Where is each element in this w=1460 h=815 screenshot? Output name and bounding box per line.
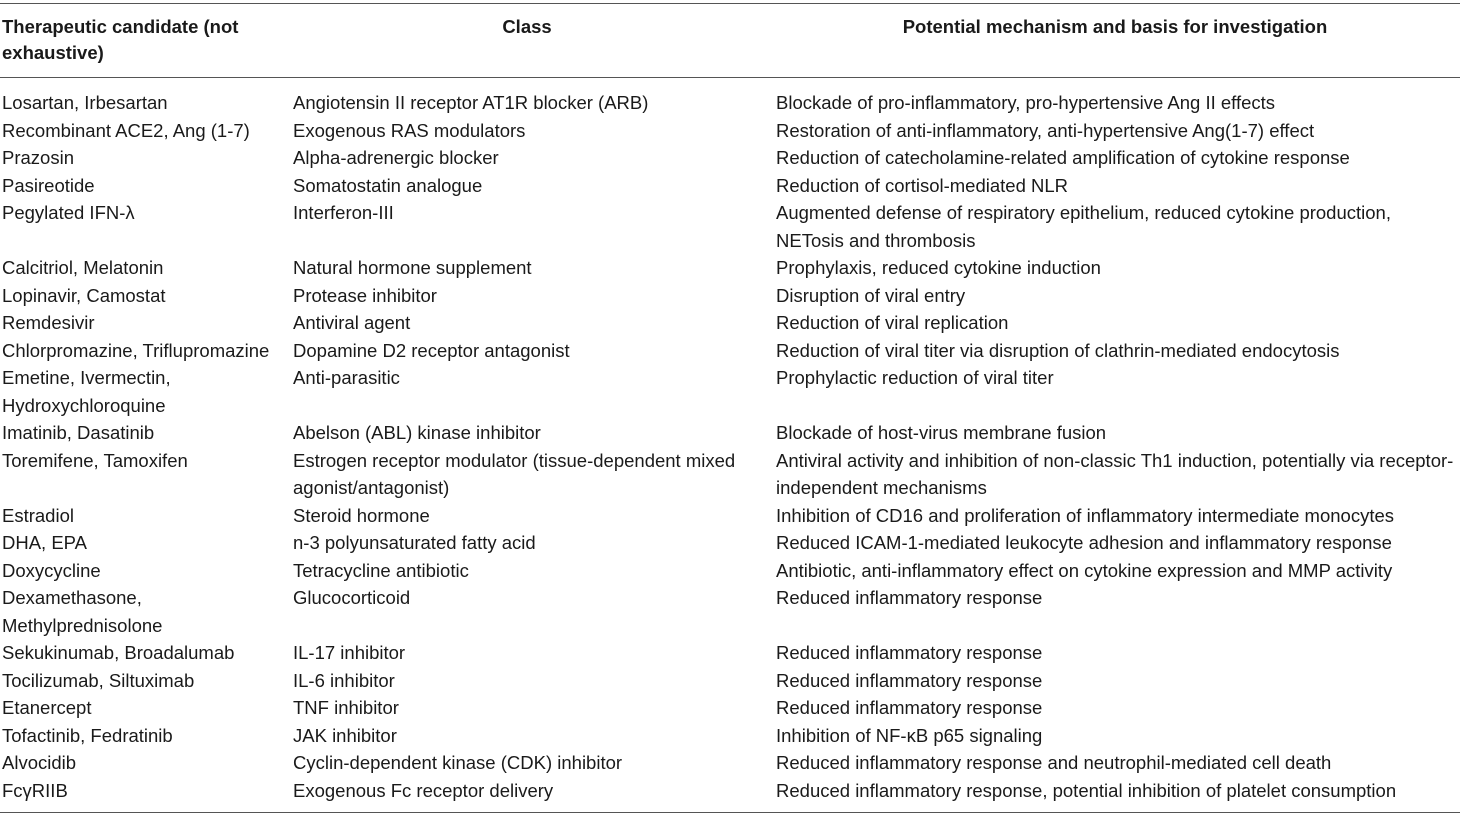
table-row [0,144,1460,172]
class-cell: Interferon-III [293,202,394,223]
class-cell: Steroid hormone [293,504,430,526]
table-row [0,199,1460,254]
class-cell: JAK inhibitor [293,724,397,746]
table-row [0,639,1460,667]
class-cell: Exogenous Fc receptor delivery [293,779,554,801]
candidate-cell: Pegylated IFN-λ [2,202,135,223]
table-row [0,529,1460,557]
table-row [0,557,1460,585]
candidate-cell: Sekukinumab, Broadalumab [2,642,235,663]
mechanism-cell: Restoration of anti-inflammatory, anti-hypertensive Ang(1-7) effect [776,119,1315,141]
mechanism-cell: Prophylaxis, reduced cytokine induction [776,257,1101,278]
class-cell: Natural hormone supplement [293,257,532,278]
class-cell: Anti-parasitic [293,367,400,388]
mechanism-cell: Reduced inflammatory response [776,587,1043,608]
mechanism-cell: Antiviral activity and inhibition of non-classic Th1 induction, potentially via receptor-independent mechanisms [776,449,1454,498]
candidate-cell: Losartan, Irbesartan [2,92,168,113]
table-row [0,309,1460,337]
candidate-cell: Estradiol [2,504,74,526]
class-cell: Antiviral agent [293,312,411,333]
mechanism-cell: Reduction of viral replication [776,312,1009,333]
mechanism-cell: Disruption of viral entry [776,284,966,306]
table-bottom-rule [0,812,1460,813]
class-cell: Abelson (ABL) kinase inhibitor [293,422,541,443]
header-bottom-rule [0,77,1460,78]
candidate-cell: Chlorpromazine, Triflupromazine [2,339,270,361]
mechanism-cell: Antibiotic, anti-inflammatory effect on cytokine expression and MMP activity [776,559,1393,581]
mechanism-cell: Inhibition of NF-κB p65 signaling [776,724,1043,746]
class-cell: Angiotensin II receptor AT1R blocker (ARB) [293,92,649,113]
table-row [0,419,1460,447]
candidate-cell: Calcitriol, Melatonin [2,257,164,278]
candidate-cell: Recombinant ACE2, Ang (1-7) [2,119,250,141]
mechanism-cell: Blockade of host-virus membrane fusion [776,422,1107,443]
class-cell: Somatostatin analogue [293,174,483,196]
candidate-cell: DHA, EPA [2,532,87,553]
mechanism-cell: Reduced inflammatory response and neutrophil-mediated cell death [776,752,1332,773]
table-row [0,364,1460,419]
table-body [0,89,1460,804]
mechanism-cell: Prophylactic reduction of viral titer [776,367,1054,388]
header-class: Class [502,16,552,37]
class-cell: TNF inhibitor [293,697,399,718]
candidate-cell: Tofactinib, Fedratinib [2,724,173,746]
candidate-cell: Lopinavir, Camostat [2,284,166,306]
table-row [0,447,1460,502]
candidate-cell: Doxycycline [2,559,101,581]
mechanism-cell: Augmented defense of respiratory epithelium, reduced cytokine production, NETosis and thrombosis [776,202,1391,251]
mechanism-cell: Reduced inflammatory response, potential inhibition of platelet consumption [776,779,1397,801]
mechanism-cell: Reduced inflammatory response [776,669,1043,691]
candidate-cell: Emetine, Ivermectin, Hydroxychloroquine [2,367,171,416]
table-row [0,117,1460,145]
class-cell: Dopamine D2 receptor antagonist [293,339,570,361]
table-row [0,667,1460,695]
candidate-cell: FcγRIIB [2,779,68,801]
mechanism-cell: Reduced inflammatory response [776,697,1043,718]
mechanism-cell: Reduction of viral titer via disruption of clathrin-mediated endocytosis [776,339,1340,361]
class-cell: Protease inhibitor [293,284,437,306]
table-row [0,282,1460,310]
mechanism-cell: Reduced ICAM-1-mediated leukocyte adhesion and inflammatory response [776,532,1392,553]
class-cell: Tetracycline antibiotic [293,559,469,581]
mechanism-cell: Inhibition of CD16 and proliferation of inflammatory intermediate monocytes [776,504,1395,526]
table-row [0,777,1460,805]
mechanism-cell: Reduction of catecholamine-related amplification of cytokine response [776,147,1350,168]
table-row [0,749,1460,777]
table-row [0,694,1460,722]
table-row [0,172,1460,200]
class-cell: n-3 polyunsaturated fatty acid [293,532,536,553]
class-cell: IL-6 inhibitor [293,669,395,691]
header-therapeutic-candidate: Therapeutic candidate (not exhaustive) [2,16,239,63]
candidate-cell: Tocilizumab, Siltuximab [2,669,195,691]
table-row [0,584,1460,639]
class-cell: IL-17 inhibitor [293,642,406,663]
class-cell: Alpha-adrenergic blocker [293,147,499,168]
mechanism-cell: Reduced inflammatory response [776,642,1043,663]
table-row [0,254,1460,282]
candidate-cell: Dexamethasone, Methylprednisolone [2,587,163,636]
class-cell: Exogenous RAS modulators [293,119,526,141]
table-top-rule [0,3,1460,4]
candidate-cell: Imatinib, Dasatinib [2,422,155,443]
candidate-cell: Pasireotide [2,174,95,196]
mechanism-cell: Reduction of cortisol-mediated NLR [776,174,1069,196]
table-row [0,722,1460,750]
candidate-cell: Prazosin [2,147,74,168]
candidate-cell: Alvocidib [2,752,77,773]
candidate-cell: Toremifene, Tamoxifen [2,449,188,471]
candidate-cell: Remdesivir [2,312,95,333]
table-row [0,502,1460,530]
table-row [0,89,1460,117]
class-cell: Cyclin-dependent kinase (CDK) inhibitor [293,752,623,773]
table-row [0,337,1460,365]
class-cell: Glucocorticoid [293,587,411,608]
class-cell: Estrogen receptor modulator (tissue-dependent mixed agonist/antagonist) [293,449,736,498]
header-mechanism: Potential mechanism and basis for investigation [902,16,1328,37]
mechanism-cell: Blockade of pro-inflammatory, pro-hypertensive Ang II effects [776,92,1276,113]
candidate-cell: Etanercept [2,697,92,718]
